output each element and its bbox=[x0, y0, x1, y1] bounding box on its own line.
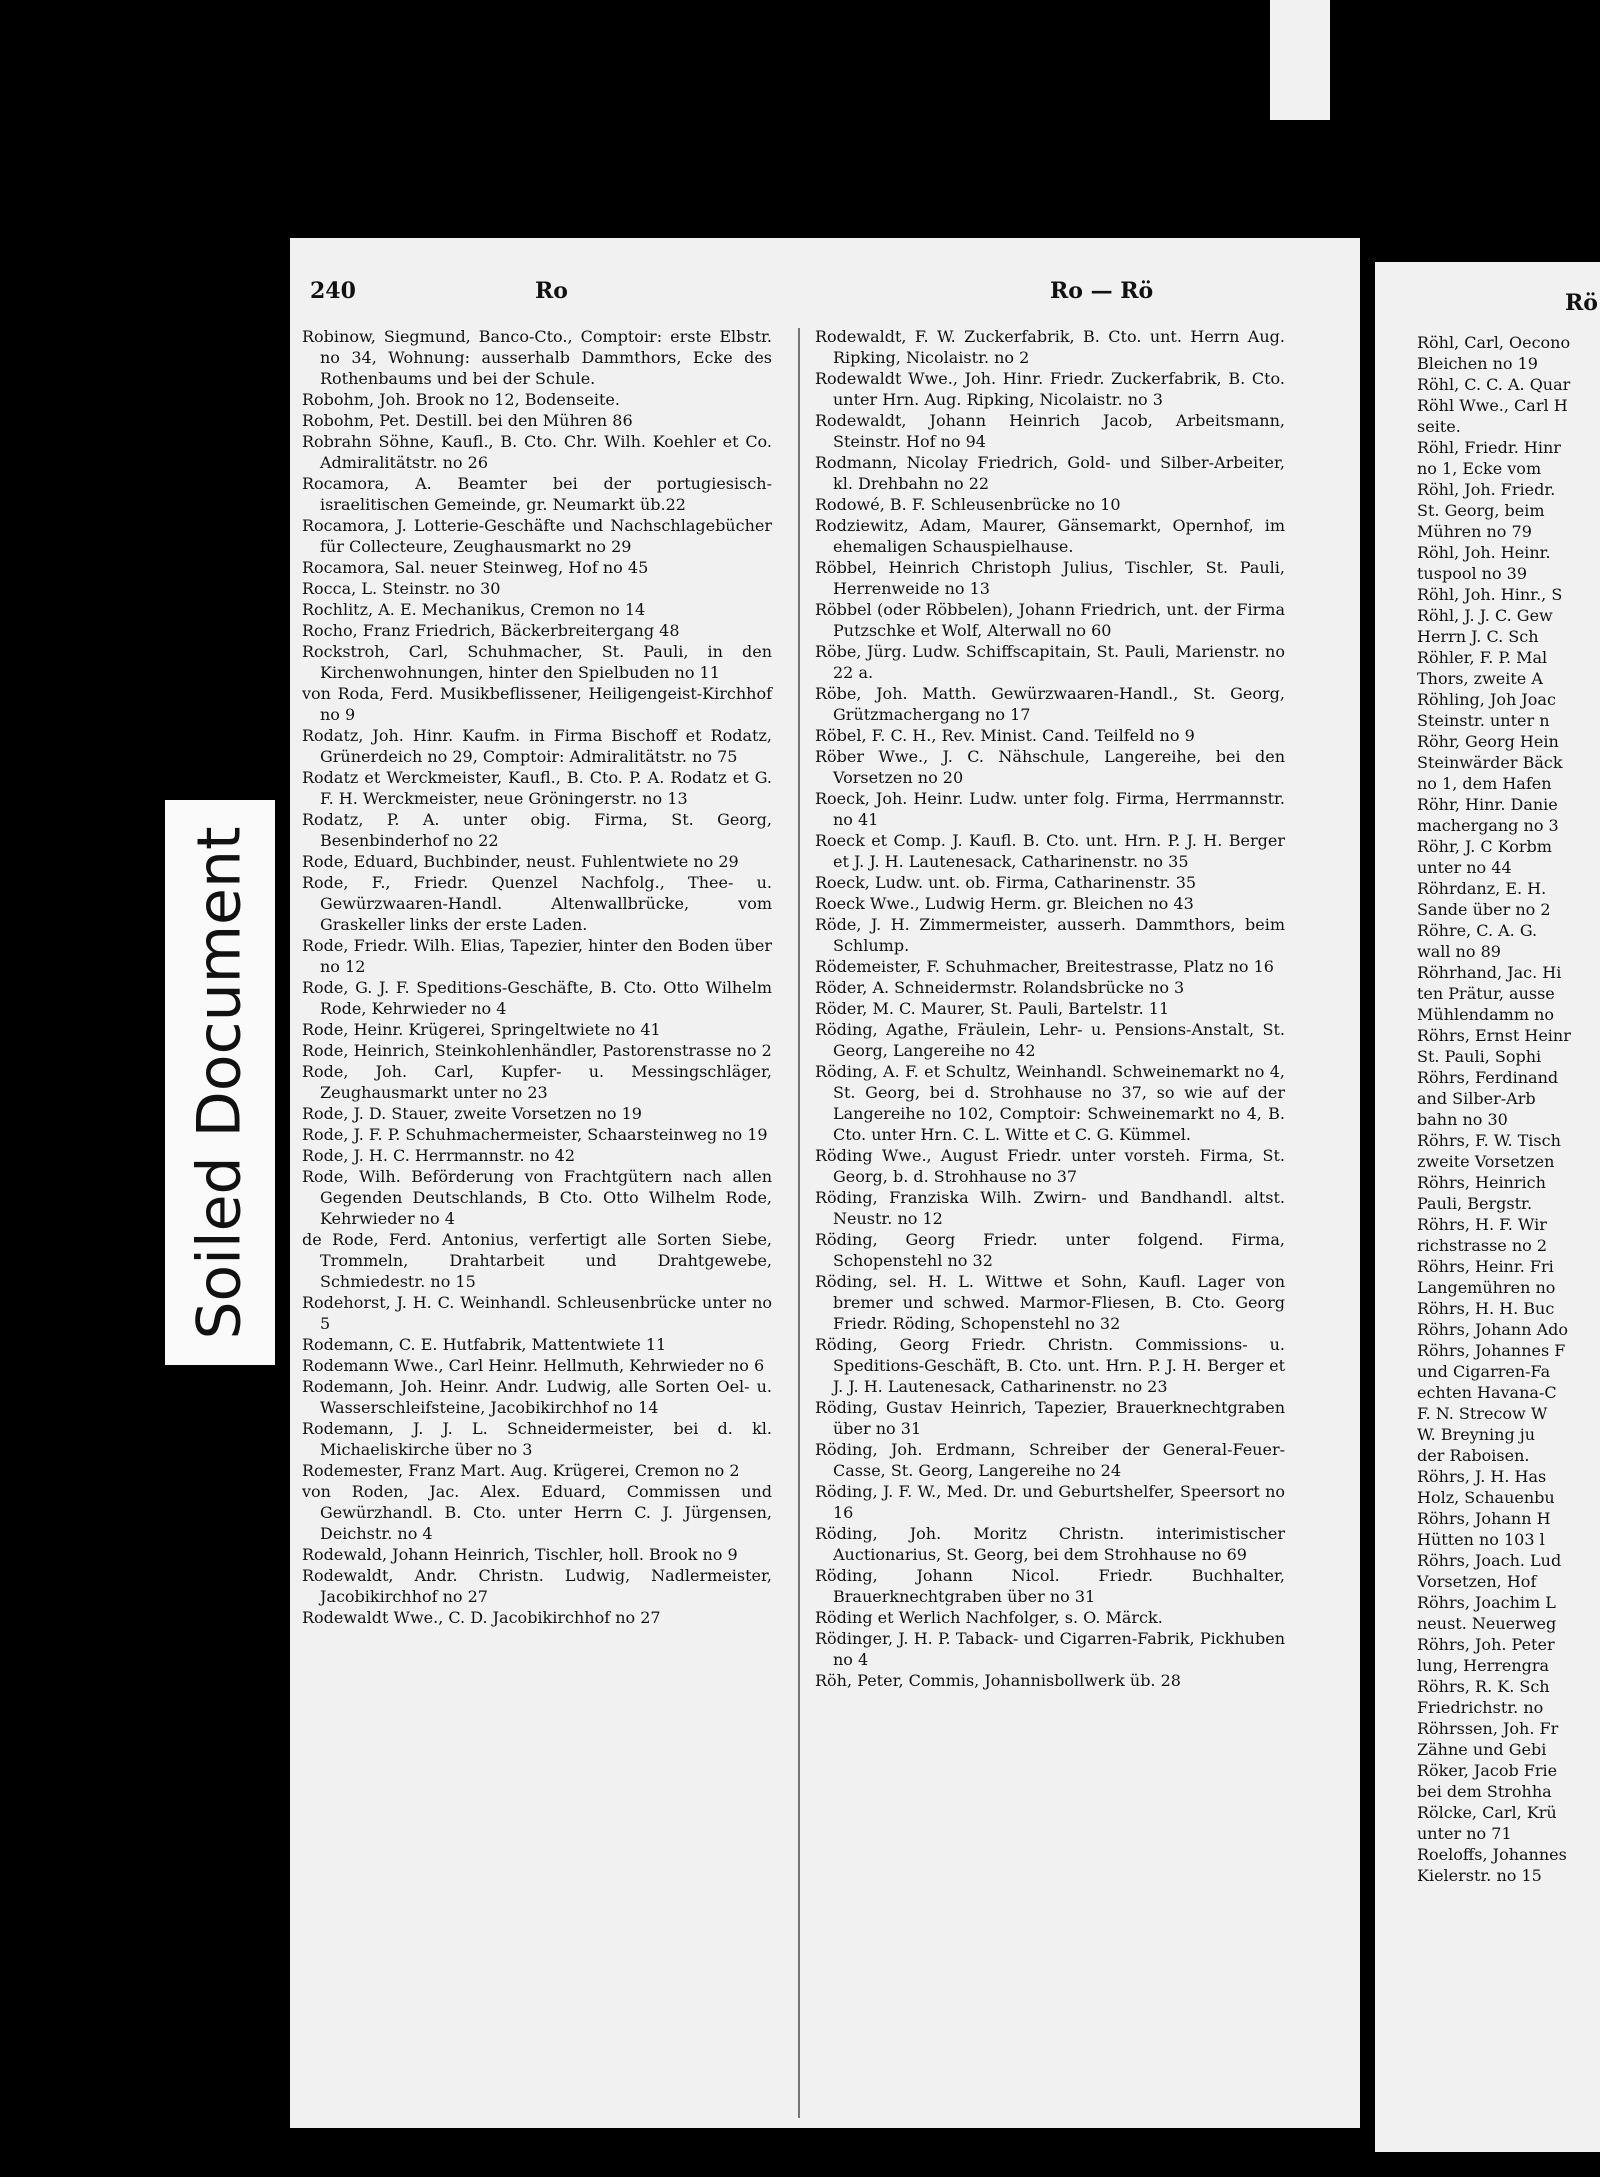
directory-entry: neust. Neuerweg bbox=[1417, 1614, 1557, 1633]
directory-entry: Rodemann Wwe., Carl Heinr. Hellmuth, Kehrwieder no 6 bbox=[302, 1356, 765, 1375]
right-page-header: Rö bbox=[1565, 290, 1598, 316]
directory-entry: Bleichen no 19 bbox=[1417, 354, 1538, 373]
directory-entry: Röhrs, Ernst Heinr bbox=[1417, 1026, 1571, 1045]
directory-entry: Röhrssen, Joh. Fr bbox=[1417, 1719, 1559, 1738]
directory-entry: Röber Wwe., J. C. Nähschule, Langereihe, bei den Vorsetzen no 20 bbox=[815, 747, 1285, 787]
directory-entry: Rodatz et Werckmeister, Kaufl., B. Cto. P. A. Rodatz et G. F. H. Werckmeister, neue Gröningerstr. no 13 bbox=[302, 768, 772, 808]
directory-entry: Röder, A. Schneidermstr. Rolandsbrücke no 3 bbox=[815, 978, 1185, 997]
directory-entry: Hütten no 103 l bbox=[1417, 1530, 1545, 1549]
directory-entry: Röhr, J. C Korbm bbox=[1417, 837, 1552, 856]
directory-entry: Röhrs, Ferdinand bbox=[1417, 1068, 1559, 1087]
directory-entry: richstrasse no 2 bbox=[1417, 1236, 1548, 1255]
directory-entry: Rödinger, J. H. P. Taback- und Cigarren-Fabrik, Pickhuben no 4 bbox=[815, 1629, 1285, 1669]
directory-entry: W. Breyning ju bbox=[1417, 1425, 1536, 1444]
directory-entry: Sande über no 2 bbox=[1417, 900, 1551, 919]
directory-entry: echten Havana-C bbox=[1417, 1383, 1557, 1402]
directory-entry: Röhrs, Johann Ado bbox=[1417, 1320, 1569, 1339]
directory-entry: Rocamora, J. Lotterie-Geschäfte und Nachschlagebücher für Collecteure, Zeughausmarkt no 29 bbox=[302, 516, 772, 556]
directory-entry: Röbe, Jürg. Ludw. Schiffscapitain, St. Pauli, Marienstr. no 22 a. bbox=[815, 642, 1285, 682]
directory-entry: de Rode, Ferd. Antonius, verfertigt alle Sorten Siebe, Trommeln, Drahtarbeit und Drahtgewebe, Schmiedestr. no 15 bbox=[302, 1230, 772, 1291]
directory-entry: Roeck et Comp. J. Kaufl. B. Cto. unt. Hrn. P. J. H. Berger et J. J. H. Lautenesack, Catharinenstr. no 35 bbox=[815, 831, 1285, 871]
directory-entry: Rode, F., Friedr. Quenzel Nachfolg., Thee- u. Gewürzwaaren-Handl. Altenwallbrücke, vom Graskeller links der erste Laden. bbox=[302, 873, 772, 934]
directory-entry: Rochlitz, A. E. Mechanikus, Cremon no 14 bbox=[302, 600, 646, 619]
directory-entry: Thors, zweite A bbox=[1417, 669, 1543, 688]
directory-entry: tuspool no 39 bbox=[1417, 564, 1528, 583]
directory-entry: Röding, Johann Nicol. Friedr. Buchhalter, Brauerknechtgraben über no 31 bbox=[815, 1566, 1285, 1606]
right-page-top-strip bbox=[1270, 0, 1330, 120]
directory-entry: Robinow, Siegmund, Banco-Cto., Comptoir: erste Elbstr. no 34, Wohnung: ausserhalb Dammthors, Ecke des Rothenbaums und bei der Schule. bbox=[302, 327, 772, 388]
directory-entry: Rodemann, Joh. Heinr. Andr. Ludwig, alle Sorten Oel- u. Wasserschleifsteine, Jacobikirchhof no 14 bbox=[302, 1377, 772, 1417]
directory-entry: Röhl, Joh. Heinr. bbox=[1417, 543, 1551, 562]
directory-entry: Röker, Jacob Frie bbox=[1417, 1761, 1558, 1780]
directory-entry: Rode, J. F. P. Schuhmachermeister, Schaarsteinweg no 19 bbox=[302, 1125, 768, 1144]
directory-entry: Röhl, Joh. Hinr., S bbox=[1417, 585, 1563, 604]
header-left: Ro bbox=[535, 278, 568, 304]
directory-entry: von Roda, Ferd. Musikbeflissener, Heiligengeist-Kirchhof no 9 bbox=[302, 684, 772, 724]
directory-entry: Röde, J. H. Zimmermeister, ausserh. Dammthors, beim Schlump. bbox=[815, 915, 1285, 955]
directory-entry: Röhl, C. C. A. Quar bbox=[1417, 375, 1571, 394]
directory-column-b bbox=[815, 326, 1285, 1691]
directory-entry: Röhr, Georg Hein bbox=[1417, 732, 1559, 751]
directory-entry: Rodowé, B. F. Schleusenbrücke no 10 bbox=[815, 495, 1121, 514]
directory-entry: Herrn J. C. Sch bbox=[1417, 627, 1539, 646]
directory-entry: Röhl, J. J. C. Gew bbox=[1417, 606, 1553, 625]
directory-entry: Röh, Peter, Commis, Johannisbollwerk üb. 28 bbox=[815, 1671, 1181, 1690]
directory-entry: Rodatz, P. A. unter obig. Firma, St. Georg, Besenbinderhof no 22 bbox=[302, 810, 772, 850]
directory-entry: Röhrs, R. K. Sch bbox=[1417, 1677, 1550, 1696]
directory-entry: Zähne und Gebi bbox=[1417, 1740, 1547, 1759]
directory-entry: Röhrs, Heinr. Fri bbox=[1417, 1257, 1554, 1276]
directory-entry: Rodewald, Johann Heinrich, Tischler, holl. Brook no 9 bbox=[302, 1545, 738, 1564]
directory-entry: Rodewaldt, F. W. Zuckerfabrik, B. Cto. unt. Herrn Aug. Ripking, Nicolaistr. no 2 bbox=[815, 327, 1285, 367]
directory-entry: lung, Herrengra bbox=[1417, 1656, 1550, 1675]
directory-entry: Rode, J. D. Stauer, zweite Vorsetzen no 19 bbox=[302, 1104, 642, 1123]
directory-entry: no 1, Ecke vom bbox=[1417, 459, 1542, 478]
directory-entry: Robohm, Joh. Brook no 12, Bodenseite. bbox=[302, 390, 620, 409]
directory-entry: Rodmann, Nicolay Friedrich, Gold- und Silber-Arbeiter, kl. Drehbahn no 22 bbox=[815, 453, 1285, 493]
directory-entry: Friedrichstr. no bbox=[1417, 1698, 1544, 1717]
directory-entry: Robohm, Pet. Destill. bei den Mühren 86 bbox=[302, 411, 633, 430]
directory-entry: Rodemester, Franz Mart. Aug. Krügerei, Cremon no 2 bbox=[302, 1461, 740, 1480]
directory-entry: Röhre, C. A. G. bbox=[1417, 921, 1538, 940]
directory-entry: F. N. Strecow W bbox=[1417, 1404, 1548, 1423]
directory-entry: Röhrs, Joach. Lud bbox=[1417, 1551, 1562, 1570]
page-number: 240 bbox=[310, 278, 356, 304]
directory-entry: Kielerstr. no 15 bbox=[1417, 1866, 1542, 1885]
directory-entry: Röhrs, Joh. Peter bbox=[1417, 1635, 1555, 1654]
left-page bbox=[290, 238, 1360, 2128]
directory-entry: Rode, J. H. C. Herrmannstr. no 42 bbox=[302, 1146, 575, 1165]
directory-entry: bahn no 30 bbox=[1417, 1110, 1508, 1129]
directory-entry: wall no 89 bbox=[1417, 942, 1501, 961]
directory-entry: seite. bbox=[1417, 417, 1461, 436]
directory-entry: Röhrs, H. F. Wir bbox=[1417, 1215, 1547, 1234]
column-divider bbox=[798, 328, 800, 2118]
directory-entry: Röding, Gustav Heinrich, Tapezier, Brauerknechtgraben über no 31 bbox=[815, 1398, 1285, 1438]
directory-entry: Röhrs, Johannes F bbox=[1417, 1341, 1566, 1360]
directory-entry: Rodewaldt Wwe., C. D. Jacobikirchhof no 27 bbox=[302, 1608, 661, 1627]
directory-entry: Pauli, Bergstr. bbox=[1417, 1194, 1533, 1213]
directory-entry: und Cigarren-Fa bbox=[1417, 1362, 1551, 1381]
directory-entry: Langemühren no bbox=[1417, 1278, 1556, 1297]
directory-entry: Rocho, Franz Friedrich, Bäckerbreitergang 48 bbox=[302, 621, 680, 640]
directory-entry: Röbel, F. C. H., Rev. Minist. Cand. Teilfeld no 9 bbox=[815, 726, 1195, 745]
directory-entry: Mühlendamm no bbox=[1417, 1005, 1555, 1024]
directory-entry: Röhl Wwe., Carl H bbox=[1417, 396, 1568, 415]
directory-entry: Steinwärder Bäck bbox=[1417, 753, 1563, 772]
directory-entry: Röhrs, F. W. Tisch bbox=[1417, 1131, 1561, 1150]
directory-entry: Röding, Joh. Erdmann, Schreiber der General-Feuer-Casse, St. Georg, Langereihe no 24 bbox=[815, 1440, 1285, 1480]
directory-entry: Rodemann, C. E. Hutfabrik, Mattentwiete 11 bbox=[302, 1335, 667, 1354]
directory-entry: Röhrhand, Jac. Hi bbox=[1417, 963, 1562, 982]
directory-entry: Röhrs, Johann H bbox=[1417, 1509, 1551, 1528]
directory-entry: Rocamora, A. Beamter bei der portugiesisch-israelitischen Gemeinde, gr. Neumarkt üb.22 bbox=[302, 474, 772, 514]
directory-entry: Röhl, Friedr. Hinr bbox=[1417, 438, 1561, 457]
directory-column-right bbox=[1417, 332, 1600, 1886]
directory-entry: Röhrs, H. H. Buc bbox=[1417, 1299, 1555, 1318]
directory-entry: Röhler, F. P. Mal bbox=[1417, 648, 1548, 667]
directory-entry: Röhr, Hinr. Danie bbox=[1417, 795, 1558, 814]
directory-entry: Röbbel, Heinrich Christoph Julius, Tischler, St. Pauli, Herrenweide no 13 bbox=[815, 558, 1285, 598]
directory-entry: Röhl, Carl, Oecono bbox=[1417, 333, 1571, 352]
directory-entry: zweite Vorsetzen bbox=[1417, 1152, 1555, 1171]
stamp-text: Soiled Document bbox=[185, 825, 256, 1340]
directory-entry: Rölcke, Carl, Krü bbox=[1417, 1803, 1557, 1822]
directory-entry: Rocca, L. Steinstr. no 30 bbox=[302, 579, 501, 598]
directory-entry: bei dem Strohha bbox=[1417, 1782, 1552, 1801]
directory-entry: Röding, Georg Friedr. Christn. Commissions- u. Speditions-Geschäft, B. Cto. unt. Hrn. P. J. H. Berger et J. J. H. Lautenesack, Catharinenstr. no 23 bbox=[815, 1335, 1285, 1396]
directory-entry: Roeloffs, Johannes bbox=[1417, 1845, 1567, 1864]
directory-entry: Röhling, Joh Joac bbox=[1417, 690, 1556, 709]
directory-entry: Roeck Wwe., Ludwig Herm. gr. Bleichen no 43 bbox=[815, 894, 1194, 913]
directory-entry: Rockstroh, Carl, Schuhmacher, St. Pauli, in den Kirchenwohnungen, hinter den Spielbuden no 11 bbox=[302, 642, 772, 682]
directory-entry: Röbbel (oder Röbbelen), Johann Friedrich, unt. der Firma Putzschke et Wolf, Alterwall no 60 bbox=[815, 600, 1285, 640]
directory-entry: Rode, Friedr. Wilh. Elias, Tapezier, hinter den Boden über no 12 bbox=[302, 936, 772, 976]
directory-entry: Robrahn Söhne, Kaufl., B. Cto. Chr. Wilh. Koehler et Co. Admiralitätstr. no 26 bbox=[302, 432, 772, 472]
directory-entry: Vorsetzen, Hof bbox=[1417, 1572, 1537, 1591]
directory-entry: Röding, Franziska Wilh. Zwirn- und Bandhandl. altst. Neustr. no 12 bbox=[815, 1188, 1285, 1228]
directory-entry: Steinstr. unter n bbox=[1417, 711, 1550, 730]
directory-entry: Röding, A. F. et Schultz, Weinhandl. Schweinemarkt no 4, St. Georg, bei d. Strohhause no 37, so wie auf der Langereihe no 102, Comptoir: Schweinemarkt no 4, B. Cto. unter Hrn. C. L. Witte et C. G. Kümmel. bbox=[815, 1062, 1285, 1144]
directory-entry: St. Pauli, Sophi bbox=[1417, 1047, 1542, 1066]
directory-entry: von Roden, Jac. Alex. Eduard, Commissen und Gewürzhandl. B. Cto. unter Herrn C. J. Jürgensen, Deichstr. no 4 bbox=[302, 1482, 772, 1543]
directory-entry: Rocamora, Sal. neuer Steinweg, Hof no 45 bbox=[302, 558, 649, 577]
directory-entry: Röhl, Joh. Friedr. bbox=[1417, 480, 1556, 499]
directory-entry: Rodehorst, J. H. C. Weinhandl. Schleusenbrücke unter no 5 bbox=[302, 1293, 772, 1333]
directory-entry: Mühren no 79 bbox=[1417, 522, 1532, 541]
directory-entry: der Raboisen. bbox=[1417, 1446, 1530, 1465]
directory-entry: Rode, Heinrich, Steinkohlenhändler, Pastorenstrasse no 2 bbox=[302, 1041, 772, 1060]
directory-entry: Röding, J. F. W., Med. Dr. und Geburtshelfer, Speersort no 16 bbox=[815, 1482, 1285, 1522]
directory-entry: Roeck, Ludw. unt. ob. Firma, Catharinenstr. 35 bbox=[815, 873, 1197, 892]
directory-entry: Röbe, Joh. Matth. Gewürzwaaren-Handl., St. Georg, Grützmachergang no 17 bbox=[815, 684, 1285, 724]
directory-entry: Röhrs, Heinrich bbox=[1417, 1173, 1546, 1192]
directory-entry: Rode, Joh. Carl, Kupfer- u. Messingschläger, Zeughausmarkt unter no 23 bbox=[302, 1062, 772, 1102]
directory-entry: Röding Wwe., August Friedr. unter vorsteh. Firma, St. Georg, b. d. Strohhause no 37 bbox=[815, 1146, 1285, 1186]
soiled-document-label bbox=[165, 800, 275, 1365]
directory-entry: Röhrs, Joachim L bbox=[1417, 1593, 1556, 1612]
directory-entry: Rodziewitz, Adam, Maurer, Gänsemarkt, Opernhof, im ehemaligen Schauspielhause. bbox=[815, 516, 1285, 556]
directory-entry: Rode, Heinr. Krügerei, Springeltwiete no 41 bbox=[302, 1020, 661, 1039]
directory-entry: Röhrdanz, E. H. bbox=[1417, 879, 1547, 898]
directory-entry: Rode, Eduard, Buchbinder, neust. Fuhlentwiete no 29 bbox=[302, 852, 739, 871]
directory-entry: ten Prätur, ausse bbox=[1417, 984, 1555, 1003]
right-page bbox=[1375, 262, 1600, 2152]
directory-entry: Rödemeister, F. Schuhmacher, Breitestrasse, Platz no 16 bbox=[815, 957, 1274, 976]
directory-entry: Rodewaldt Wwe., Joh. Hinr. Friedr. Zuckerfabrik, B. Cto. unter Hrn. Aug. Ripking, Nicolaistr. no 3 bbox=[815, 369, 1285, 409]
directory-entry: Rode, G. J. F. Speditions-Geschäfte, B. Cto. Otto Wilhelm Rode, Kehrwieder no 4 bbox=[302, 978, 772, 1018]
directory-entry: Röding et Werlich Nachfolger, s. O. Märck. bbox=[815, 1608, 1163, 1627]
directory-entry: Rodemann, J. J. L. Schneidermeister, bei d. kl. Michaeliskirche über no 3 bbox=[302, 1419, 772, 1459]
directory-entry: Röding, Georg Friedr. unter folgend. Firma, Schopenstehl no 32 bbox=[815, 1230, 1285, 1270]
directory-entry: Holz, Schauenbu bbox=[1417, 1488, 1555, 1507]
directory-entry: no 1, dem Hafen bbox=[1417, 774, 1552, 793]
directory-entry: machergang no 3 bbox=[1417, 816, 1559, 835]
directory-entry: and Silber-Arb bbox=[1417, 1089, 1536, 1108]
directory-entry: Rodewaldt, Johann Heinrich Jacob, Arbeitsmann, Steinstr. Hof no 94 bbox=[815, 411, 1285, 451]
directory-entry: St. Georg, beim bbox=[1417, 501, 1545, 520]
directory-entry: Röder, M. C. Maurer, St. Pauli, Bartelstr. 11 bbox=[815, 999, 1170, 1018]
header-right: Ro — Rö bbox=[1050, 278, 1154, 304]
directory-entry: Röding, Joh. Moritz Christn. interimistischer Auctionarius, St. Georg, bei dem Strohhause no 69 bbox=[815, 1524, 1285, 1564]
directory-column-a bbox=[302, 326, 772, 1628]
directory-entry: Röding, Agathe, Fräulein, Lehr- u. Pensions-Anstalt, St. Georg, Langereihe no 42 bbox=[815, 1020, 1285, 1060]
directory-entry: unter no 71 bbox=[1417, 1824, 1512, 1843]
directory-entry: Rode, Wilh. Beförderung von Frachtgütern nach allen Gegenden Deutschlands, B Cto. Otto Wilhelm Rode, Kehrwieder no 4 bbox=[302, 1167, 772, 1228]
directory-entry: Rodewaldt, Andr. Christn. Ludwig, Nadlermeister, Jacobikirchhof no 27 bbox=[302, 1566, 772, 1606]
directory-entry: unter no 44 bbox=[1417, 858, 1512, 877]
directory-entry: Rodatz, Joh. Hinr. Kaufm. in Firma Bischoff et Rodatz, Grünerdeich no 29, Comptoir: Admiralitätstr. no 75 bbox=[302, 726, 772, 766]
directory-entry: Roeck, Joh. Heinr. Ludw. unter folg. Firma, Herrmannstr. no 41 bbox=[815, 789, 1285, 829]
directory-entry: Röding, sel. H. L. Wittwe et Sohn, Kaufl. Lager von bremer und schwed. Marmor-Fliesen, B. Cto. Georg Friedr. Röding, Schopenstehl no 32 bbox=[815, 1272, 1285, 1333]
directory-entry: Röhrs, J. H. Has bbox=[1417, 1467, 1547, 1486]
